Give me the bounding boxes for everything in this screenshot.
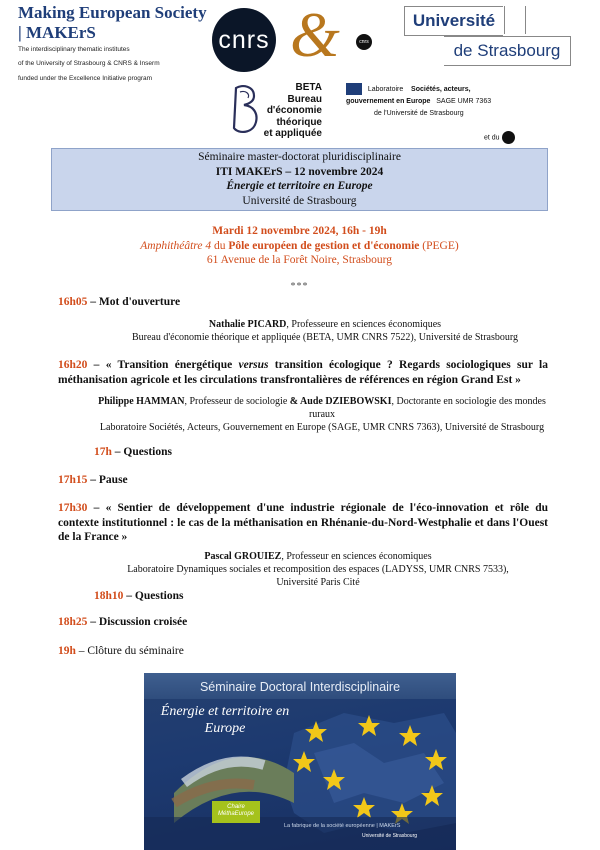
sage-line1b: Sociétés, acteurs, bbox=[411, 85, 471, 93]
program-time: 17h30 bbox=[58, 502, 88, 514]
program-title: – « Transition énergétique bbox=[87, 359, 239, 371]
venue-abbr: (PEGE) bbox=[419, 239, 459, 252]
makers-subtitle-1: The interdisciplinary thematic institutes bbox=[18, 46, 130, 53]
title-line1: Séminaire master-doctorat pluridisciplinaire bbox=[198, 151, 401, 163]
beta-line: d'économie bbox=[266, 105, 322, 116]
program-title: – « Sentier de développement d'une industrie régionale de l'éco-innovation et rôle du contexte institutionnel : le cas de la méthanisation en Rhénanie-du-Nord-Westphalie et dans l'Ouest de la France » bbox=[58, 502, 548, 543]
speaker-affiliation: Bureau d'économie théorique et appliquée (BETA, UMR CNRS 7522), Université de Strasbourg bbox=[131, 332, 519, 343]
program-item-opening bbox=[58, 295, 548, 310]
speaker-name: Philippe HAMMAN bbox=[98, 396, 185, 407]
separator-stars: *** bbox=[290, 281, 309, 292]
beta-line: théorique bbox=[276, 116, 322, 128]
seminar-title-box bbox=[51, 148, 548, 211]
speaker-affiliation: Université Paris Cité bbox=[276, 577, 360, 588]
speaker-role: , Doctorante en sociologie des mondes ruraux bbox=[308, 396, 546, 420]
program-item-closing bbox=[58, 644, 548, 659]
sage-line1a: Laboratoire bbox=[367, 85, 404, 93]
poster-chaire-label: Chaire MéthaEurope bbox=[212, 801, 260, 823]
unistra-logo-line2: de Strasbourg bbox=[444, 36, 571, 66]
program-time: 16h20 bbox=[58, 359, 88, 371]
program-item-talk2 bbox=[58, 501, 548, 545]
program-time: 18h25 bbox=[58, 616, 88, 628]
speaker-amp: & bbox=[289, 396, 299, 407]
sage-line3: de l'Université de Strasbourg bbox=[374, 109, 464, 117]
et-du-cnrs bbox=[484, 131, 515, 144]
venue-connector: du bbox=[211, 239, 229, 252]
program-item-discussion bbox=[58, 615, 548, 630]
and-logo-badge: cnrs bbox=[356, 34, 372, 50]
speaker-name: Pascal GROUIEZ bbox=[204, 551, 282, 562]
program-speaker-block bbox=[100, 318, 550, 344]
unistra-logo-bars bbox=[504, 6, 526, 34]
program-item-questions2 bbox=[94, 589, 183, 604]
makers-subtitle-2: of the University of Strasbourg & CNRS & Inserm bbox=[18, 60, 160, 67]
program-title: – Clôture du séminaire bbox=[75, 645, 184, 657]
program-speaker-block bbox=[90, 550, 546, 589]
sage-line2b: SAGE UMR 7363 bbox=[436, 97, 492, 105]
unistra-logo-line1: Université bbox=[404, 6, 503, 36]
program-title: – Mot d'ouverture bbox=[87, 296, 181, 308]
program-item-pause bbox=[58, 473, 548, 488]
makers-subtitle-3: funded under the Excellence Initiative program bbox=[18, 75, 153, 82]
seminar-poster-image bbox=[144, 673, 456, 850]
and-cnrs-logo bbox=[290, 0, 380, 70]
beta-line: BETA bbox=[295, 82, 322, 93]
speaker-name: Aude DZIEBOWSKI bbox=[298, 396, 392, 407]
title-line4: Université de Strasbourg bbox=[242, 194, 357, 207]
cnrs-logo bbox=[212, 8, 276, 72]
program-title: – Questions bbox=[123, 590, 184, 602]
ampersand-icon: & bbox=[290, 0, 340, 70]
program-item-talk1 bbox=[58, 358, 548, 387]
et-du-text: et du bbox=[484, 134, 500, 142]
speaker-role: , Professeure en sciences économiques bbox=[286, 319, 442, 330]
speaker-name: Nathalie PICARD bbox=[208, 319, 287, 330]
event-address: 61 Avenue de la Forêt Noire, Strasbourg bbox=[206, 254, 393, 266]
title-line2: ITI MAKErS – 12 novembre 2024 bbox=[215, 165, 384, 178]
venue-building: Pôle européen de gestion et d'économie bbox=[228, 239, 420, 252]
event-info bbox=[51, 224, 548, 268]
poster-footer-university: Université de Strasbourg bbox=[362, 833, 418, 839]
poster-header: Séminaire Doctoral Interdisciplinaire bbox=[144, 673, 456, 699]
program-time: 18h10 bbox=[94, 590, 124, 602]
program-item-questions1 bbox=[94, 445, 172, 460]
speaker-affiliation: Laboratoire Dynamiques sociales et recomposition des espaces (LADYSS, UMR CNRS 7533), bbox=[127, 564, 509, 575]
beta-line: Bureau bbox=[287, 93, 322, 105]
event-date: Mardi 12 novembre 2024, 16h - 19h bbox=[212, 225, 387, 237]
speaker-role: , Professeur en sciences économiques bbox=[281, 551, 432, 562]
program-title: – Discussion croisée bbox=[87, 616, 188, 628]
sage-icon bbox=[346, 83, 362, 95]
program-title-italic: versus bbox=[238, 359, 269, 371]
poster-footer: La fabrique de la société européenne | MAKErS bbox=[284, 823, 401, 829]
program-time: 17h15 bbox=[58, 474, 88, 486]
beta-line: et appliquée bbox=[263, 128, 322, 139]
speaker-affiliation: Laboratoire Sociétés, Acteurs, Gouvernement en Europe (SAGE, UMR CNRS 7363), Université de Strasbourg bbox=[99, 422, 545, 433]
venue-room: Amphithéâtre 4 bbox=[140, 239, 212, 252]
beta-logo-text bbox=[262, 82, 322, 140]
program-title: – Pause bbox=[87, 474, 128, 486]
speaker-role: , Professeur de sociologie bbox=[184, 396, 290, 407]
program-time: 19h bbox=[58, 645, 76, 657]
unistra-logo bbox=[404, 6, 572, 66]
program-time: 16h05 bbox=[58, 296, 88, 308]
event-venue bbox=[51, 239, 548, 254]
cnrs-logo-text: cnrs bbox=[218, 25, 270, 54]
sage-logo bbox=[346, 83, 526, 120]
makers-logo-title: Making European Society | MAKErS bbox=[18, 3, 207, 42]
program-title: – Questions bbox=[111, 446, 172, 458]
poster-title: Énergie et territoire en Europe bbox=[160, 704, 290, 736]
title-line3: Énergie et territoire en Europe bbox=[226, 180, 373, 192]
sage-line2a: gouvernement en Europe bbox=[346, 97, 431, 105]
program-time: 17h bbox=[94, 446, 112, 458]
cnrs-small-icon bbox=[502, 131, 515, 144]
program-speaker-block bbox=[96, 395, 548, 434]
program-title-rest: transition écologique ? Regards sociologiques sur la méthanisation agricole et les circulations transfrontalières de références en région Grand Est » bbox=[58, 359, 548, 386]
